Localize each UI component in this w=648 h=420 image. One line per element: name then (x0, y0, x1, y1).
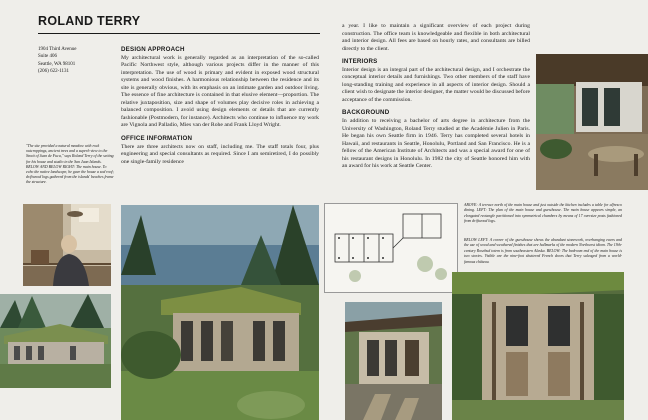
address-street: 1904 Third Avenue (38, 47, 77, 52)
address-phone: (206) 622-1131 (38, 68, 70, 74)
caption-guesthouse-bedroom: BELOW LEFT: A corner of the guesthouse shows the abundant stonework, overhanging eaves and the use of wood and weathered finishes that are hallmarks of the modern Northwest idiom. The 19th-century Rosebud totem is from southeastern Alaska. BELOW: The bedroom end of the main house is two stories. Visible are the nine-foot shuttered French doors that Terry salvaged from a world-famous château. (464, 238, 622, 264)
design-approach-heading: DESIGN APPROACH (121, 46, 185, 53)
floor-plan-drawing (324, 203, 458, 293)
text-column-1 (121, 46, 319, 171)
background-heading: BACKGROUND (342, 109, 390, 117)
text-column-2 (342, 23, 530, 176)
guesthouse-photo (345, 302, 442, 420)
pull-quote-caption: "The site provided a natural meadow with rock outcroppings, ancient trees and a superb view to the Strait of Juan de Fuca," says Roland Terry of the setting for his house and studio in the San Juan Islands. BELOW AND BELOW RIGHT: The main house. To echo the native landscape, he gave the house a sod roof; driftwood logs gathered from the islands' beaches frame the structure. (26, 144, 114, 185)
portrait-photo (23, 204, 111, 286)
bedroom-end-photo (452, 272, 624, 420)
office-information-continued: a year. I like to maintain a significant overview of each project during construction. The office team is knowledgeable and flexible in both architectural and interior design. All fees are based on hourly rates, and consultants are billed directly to the client. (342, 23, 530, 52)
background-text: In addition to receiving a bachelor of arts degree in architecture from the University of Washington, Roland Terry studied at the Académie Julien in Paris. He began his own Seattle firm in 1946. Terry has completed several hotels in Hawaii, and restaurants in Seattle, Honolulu, Portland and San Francisco. He is a fellow of the American Institute of Architects and was a special award for one of his restaurant designs in Honolulu. In 1982 the city of Seattle honored him with an award for his work at Seattle Center. (342, 118, 530, 170)
office-information-text: There are three architects now on staff, including me. The staff totals four, plus engineering and special consultants as required. Since I am semiretired, I do possibly one single-family residence (121, 143, 319, 165)
terrace-photo (536, 54, 648, 190)
sod-roof-house-photo (0, 294, 111, 388)
main-house-large-photo (121, 205, 319, 420)
page-title: ROLAND TERRY (38, 14, 320, 34)
address-suite: Suite 406 (38, 54, 58, 60)
address-city: Seattle, WA 98101 (38, 61, 76, 67)
interiors-text: Interior design is an integral part of the architectural design, and I orchestrate the conceptual interior details and furnishings. Two other members of the staff have long-standing training and experience in all aspects of interior design. Should a client wish to designate the interior designer, the matter would be discussed before acceptance of the commission. (342, 66, 530, 103)
interiors-heading: INTERIORS (342, 58, 378, 66)
caption-terrace-plan: ABOVE: A terrace north of the main house and just outside the kitchen includes a table for alfresco dining. LEFT: The plan of the main house and guesthouse. The main house appears simple, an elongated rectangle partitioned into symmetrical chambers by means of 17 oversize posts fashioned from driftwood logs. (464, 203, 622, 224)
address-block (38, 46, 116, 75)
office-information-heading: OFFICE INFORMATION (121, 135, 193, 143)
design-approach-text: My architectural work is generally regarded as an interpretation of the so-called Pacific Northwest style, although various projects differ in the manner of this interpretation. The use of wood is primary and evident in exposed wood structural systems and wood finishes. A harmonious relationship between the residence and its site is generally obvious, with its emphasis on an intimate garden and outdoor living. The essence of fine architecture is contained in that elusive element—proportion. The relative juxtaposition, size and shape of volumes play decisive roles in achieving a balanced composition. I avoid using design elements or details that are currently fashionable (Postmodern, for instance). Architects who continue to influence my work are Vignola and Palladio, Mies van der Rohe and Frank Lloyd Wright. (121, 54, 319, 129)
